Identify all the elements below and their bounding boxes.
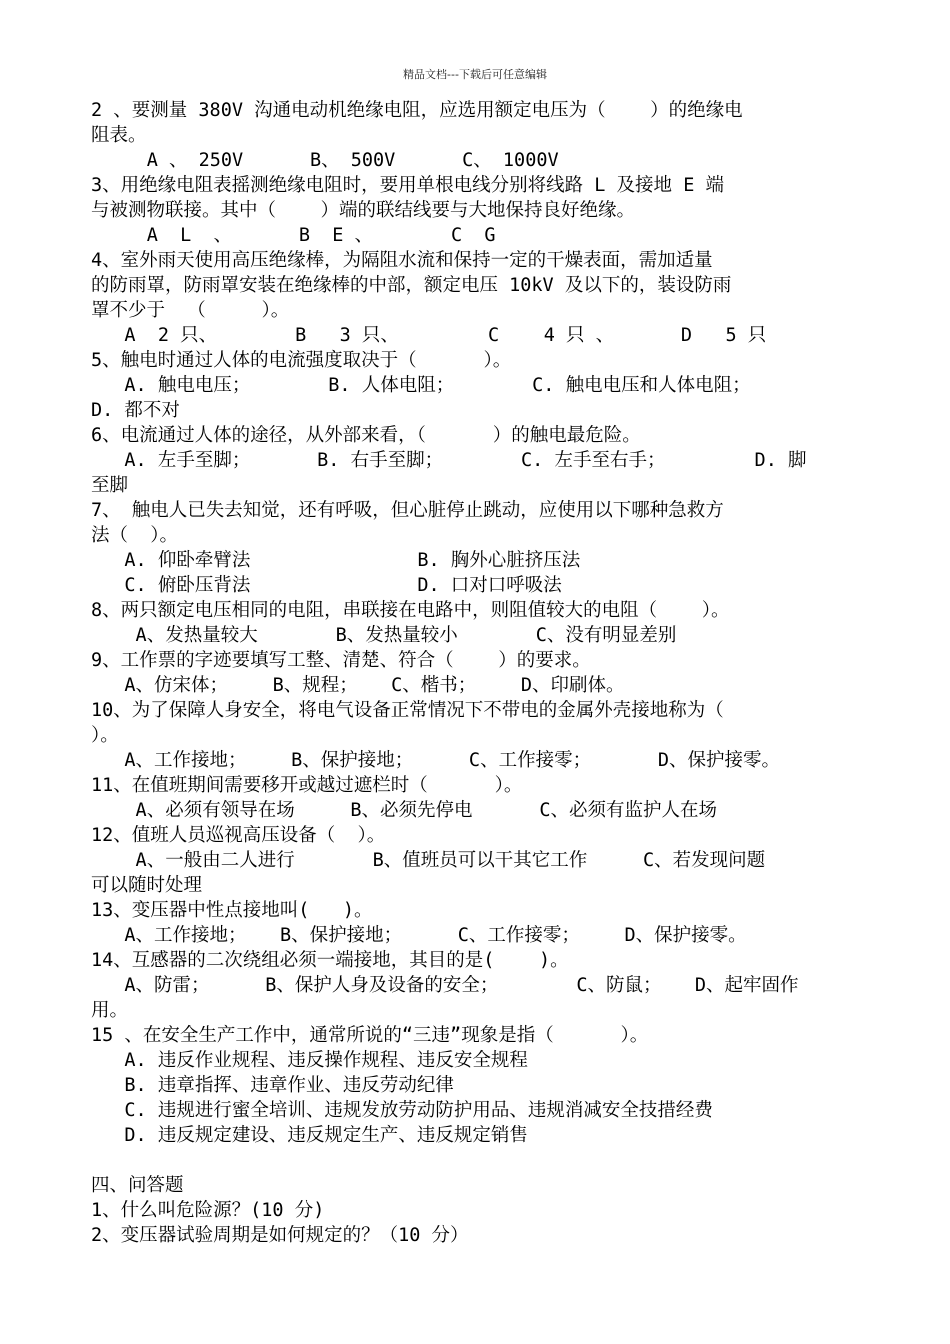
text-line: A、工作接地； B、保护接地； C、工作接零； D、保护接零。 <box>91 925 747 946</box>
text-line: B. 违章指挥、违章作业、违反劳动纪律 <box>91 1075 454 1096</box>
document-body <box>91 98 863 1248</box>
text-line: 四、问答题 <box>91 1175 184 1196</box>
page-header: 精品文档---下载后可任意编辑 <box>403 68 547 81</box>
text-line: 3、用绝缘电阻表摇测绝缘电阻时，要用单根电线分别将线路 L 及接地 E 端 <box>91 175 724 196</box>
text-line: A、发热量较大 B、发热量较小 C、没有明显差别 <box>91 625 677 646</box>
text-line: 15 、在安全生产工作中，通常所说的“三违”现象是指（ ）。 <box>91 1025 649 1046</box>
text-line: 1、什么叫危险源？(10 分) <box>91 1200 325 1221</box>
text-line: A、必须有领导在场 B、必须先停电 C、必须有监护人在场 <box>91 800 717 821</box>
text-line: 可以随时处理 <box>91 875 203 896</box>
text-line: 7、 触电人已失去知觉，还有呼吸，但心脏停止跳动，应使用以下哪种急救方 <box>91 500 724 521</box>
text-line: 5、触电时通过人体的电流强度取决于（ ）。 <box>91 350 512 371</box>
text-line: 4、室外雨天使用高压绝缘棒，为隔阻水流和保持一定的干燥表面，需加适量 <box>91 250 713 271</box>
text-line: 10、为了保障人身安全，将电气设备正常情况下不带电的金属外壳接地称为（ <box>91 700 724 721</box>
text-line: 2 、要测量 380V 沟通电动机绝缘电阻，应选用额定电压为（ ）的绝缘电 <box>91 100 743 121</box>
text-line: 12、值班人员巡视高压设备（ ）。 <box>91 825 386 846</box>
text-line: A、一般由二人进行 B、值班员可以干其它工作 C、若发现问题 <box>91 850 766 871</box>
text-line: 11、在值班期间需要移开或越过遮栏时（ ）。 <box>91 775 523 796</box>
blank-line <box>91 1148 863 1173</box>
text-line: A. 仰卧牵臂法 B. 胸外心脏挤压法 <box>91 550 581 571</box>
text-line: 9、工作票的字迹要填写工整、清楚、符合（ ）的要求。 <box>91 650 591 671</box>
text-line: C. 违规进行蜜全培训、违规发放劳动防护用品、违规消减安全技措经费 <box>91 1100 713 1121</box>
text-line: A、仿宋体； B、规程； C、楷书； D、印刷体。 <box>91 675 625 696</box>
text-line: D. 都不对 <box>91 400 180 421</box>
text-line: A、防雷； B、保护人身及设备的安全； C、防鼠； D、起牢固作 <box>91 975 799 996</box>
text-line: 与被测物联接。其中（ ）端的联结线要与大地保持良好绝缘。 <box>91 200 636 221</box>
text-line: 用。 <box>91 1000 129 1021</box>
text-line: D. 违反规定建设、违反规定生产、违反规定销售 <box>91 1125 528 1146</box>
text-line: A L 、 B E 、 C G <box>91 225 496 246</box>
text-line: 14、互感器的二次绕组必须一端接地，其目的是( )。 <box>91 950 569 971</box>
text-line: 8、两只额定电压相同的电阻，串联接在电路中，则阻值较大的电阻（ ）。 <box>91 600 730 621</box>
text-line: 6、电流通过人体的途径，从外部来看，（ ）的触电最危险。 <box>91 425 641 446</box>
text-line: C. 俯卧压背法 D. 口对口呼吸法 <box>91 575 562 596</box>
text-line: 罩不少于 （ ）。 <box>91 300 290 321</box>
text-line: 的防雨罩，防雨罩安装在绝缘棒的中部，额定电压 10kV 及以下的，装设防雨 <box>91 275 732 296</box>
text-line: A、工作接地； B、保护接地； C、工作接零； D、保护接零。 <box>91 750 781 771</box>
text-line: 阻表。 <box>91 125 147 146</box>
text-line: A. 触电电压； B. 人体电阻； C. 触电电压和人体电阻； <box>91 375 751 396</box>
text-line: A. 违反作业规程、违反操作规程、违反安全规程 <box>91 1050 528 1071</box>
text-line: 13、变压器中性点接地叫( )。 <box>91 900 373 921</box>
text-line: 2、变压器试验周期是如何规定的？（10 分） <box>91 1225 469 1246</box>
text-line: A 2 只、 B 3 只、 C 4 只 、 D 5 只 <box>91 325 767 346</box>
text-line: ）。 <box>91 725 119 746</box>
text-line: 至脚 <box>91 475 129 496</box>
text-line: A. 左手至脚； B. 右手至脚； C. 左手至右手； D. 脚 <box>91 450 807 471</box>
text-line: A 、 250V B、 500V C、 1000V <box>91 150 559 171</box>
text-line: 法（ ）。 <box>91 525 179 546</box>
